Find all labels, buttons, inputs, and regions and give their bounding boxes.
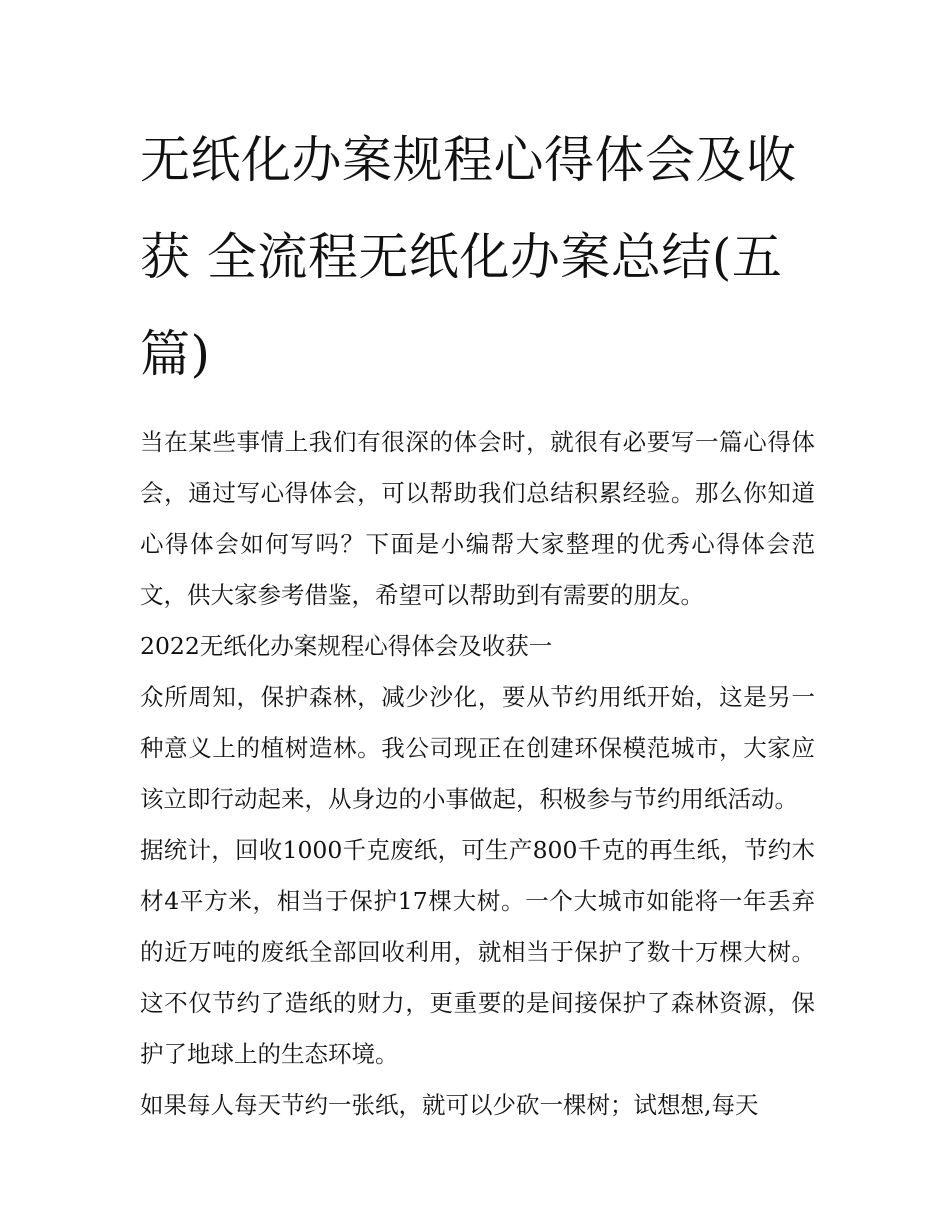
intro-paragraph: 当在某些事情上我们有很深的体会时，就很有必要写一篇心得体会，通过写心得体会，可以帮助我们总结积累经验。那么你知道心得体会如何写吗？下面是小编帮大家整理的优秀心得体会范文，供大家参考借鉴，希望可以帮助到有需要的朋友。 <box>140 428 815 609</box>
body-paragraph: 如果每人每天节约一张纸，就可以少砍一棵树；试想想,每天 <box>140 1091 759 1119</box>
section-heading: 2022无纸化办案规程心得体会及收获一 <box>140 632 553 660</box>
body-paragraph: 众所周知，保护森林，减少沙化，要从节约用纸开始，这是另一种意义上的植树造林。我公司现正在创建环保模范城市，大家应该立即行动起来，从身边的小事做起，积极参与节约用纸活动。 <box>140 683 815 813</box>
document-page <box>140 112 815 1131</box>
body-paragraph: 据统计，回收1000千克废纸，可生产800千克的再生纸，节约木材4平方米，相当于保护17棵大树。一个大城市如能将一年丢弃的近万吨的废纸全部回收利用，就相当于保护了数十万棵大树。这不仅节约了造纸的财力，更重要的是间接保护了森林资源，保护了地球上的生态环境。 <box>140 836 815 1068</box>
document-title: 无纸化办案规程心得体会及收获 全流程无纸化办案总结(五篇) <box>140 131 797 383</box>
